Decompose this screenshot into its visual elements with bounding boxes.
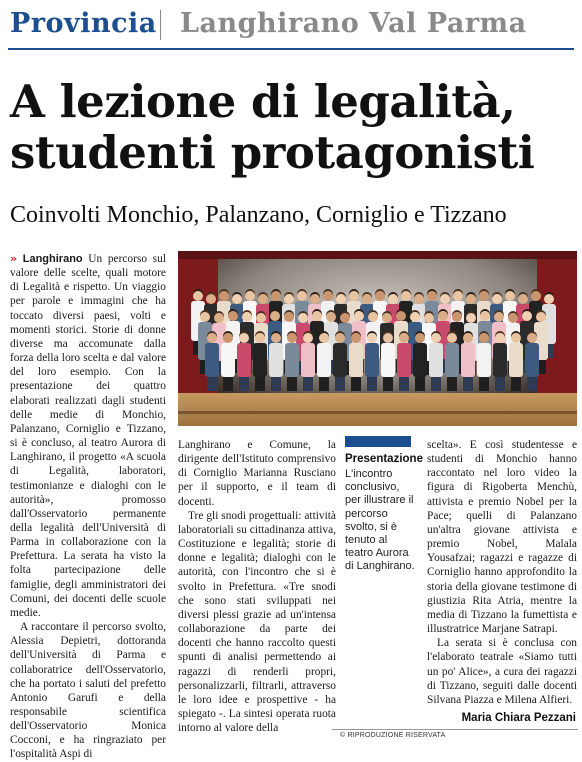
- page-header: [0, 0, 582, 50]
- article-paragraph: Langhirano e Comune, la dirigente dell'Istituto comprensivo di Corniglio Marianna Rusciano per il supporto, e il team di docenti.: [178, 439, 336, 508]
- article-paragraph: Tre gli snodi progettuali: attività laboratoriali su cittadinanza attiva, Costituzione e legalità; storie di donne e legalità; dialoghi con le autorità, con l'incontro che si è svolto in Prefettura. «Tre snodi che sono stati sviluppati nei diversi plessi grazie ad un'intensa collaborazione da parte dei docenti che hanno raccolto questi spunti di analisi permettendo ai ragazzi di renderli propri, personalizzarli, filtrarli, attraverso le loro idee e prospettive - ha spiegato -. La sintesi operata ruota intorno al valore della: [178, 509, 336, 735]
- footer-rule: [332, 729, 578, 730]
- article-paragraph: La serata si è conclusa con l'elaborato teatrale «Siamo tutti un po' Alice», a cura dei ragazzi di Tizzano, seguiti dalle docenti Silvana Piazza e Milena Alfieri.: [427, 637, 577, 706]
- headline: [10, 76, 575, 178]
- headline-line-2: studenti protagonisti: [10, 126, 535, 179]
- article-paragraph: [10, 252, 166, 620]
- caption-title: Presentazione: [345, 453, 423, 465]
- article-column-2: [178, 438, 336, 735]
- headline-line-1: A lezione di legalità,: [10, 75, 516, 128]
- header-rule: [8, 48, 574, 50]
- caption-body: L'incontro conclusivo, per illustrare il percorso svolto, si è tenuto al teatro Aurora di Langhirano.: [345, 468, 415, 573]
- subsection-title: Langhirano Val Parma: [180, 8, 527, 39]
- copyright-notice: © RIPRODUZIONE RISERVATA: [340, 732, 446, 739]
- header-divider: [160, 10, 161, 40]
- photo-caption: [345, 436, 423, 574]
- group-photo-image: [178, 251, 577, 426]
- caption-bar: [345, 436, 411, 447]
- article-paragraph: scelta». E così studentesse e studenti di Monchio hanno raccontato nel loro video la figura di Rigoberta Menchù, attivista e premio Nobel per la Pace; quelli di Palanzano un'altra giovane attivista e premio Nobel, Malala Yousafzai; ragazzi e ragazze di Corniglio hanno approfondito la storia della giovane testimone di giustizia Rita Atria, mentre la media di Tizzano la fumettista e illustratrice Marjane Satrapi.: [427, 439, 577, 636]
- article-column-1: [10, 252, 166, 762]
- paragraph-text: Un percorso sul valore delle scelte, quali motore di Legalità e rispetto. Un viaggio per parole e immagini che ha toccato diversi paesi, volti e momenti storici. Storie di donne diverse ma accomunate dalla forza della loro scelta e dal valore del loro esempio. Con la presentazione dei quattro elaborati realizzati dagli studenti delle medie di Monchio, Palanzano, Corniglio e Tizzano, si è concluso, al teatro Aurora di Langhirano, il progetto «A scuola di Legalità, laboratori, testimonianze e dialoghi con le autorità», promosso dall'Osservatorio permanente della legalità dell'Università di Parma in collaborazione con la Prefettura. La serata ha visto la folta partecipazione delle famiglie, degli amministratori dei Comuni, dei docenti delle scuole medie.: [10, 253, 166, 619]
- section-title: Provincia: [10, 8, 157, 39]
- article-photo: [178, 251, 577, 426]
- author-byline: Maria Chiara Pezzani: [461, 712, 576, 724]
- dateline-kicker: Langhirano: [22, 253, 83, 265]
- kicker-marker-icon: »: [10, 252, 18, 265]
- article-column-3: [427, 438, 577, 707]
- subheadline: Coinvolti Monchio, Palanzano, Corniglio e Tizzano: [10, 202, 507, 228]
- article-paragraph: A raccontare il percorso svolto, Alessia Depietri, dottoranda dell'Università di Parma e collaboratrice dell'Osservatorio, che ha portato i saluti del prefetto Antonio Garufi e della responsabile scientifica dell'Osservatorio Monica Cocconi, e ha ringraziato per l'ospitalità Aspi di: [10, 621, 166, 761]
